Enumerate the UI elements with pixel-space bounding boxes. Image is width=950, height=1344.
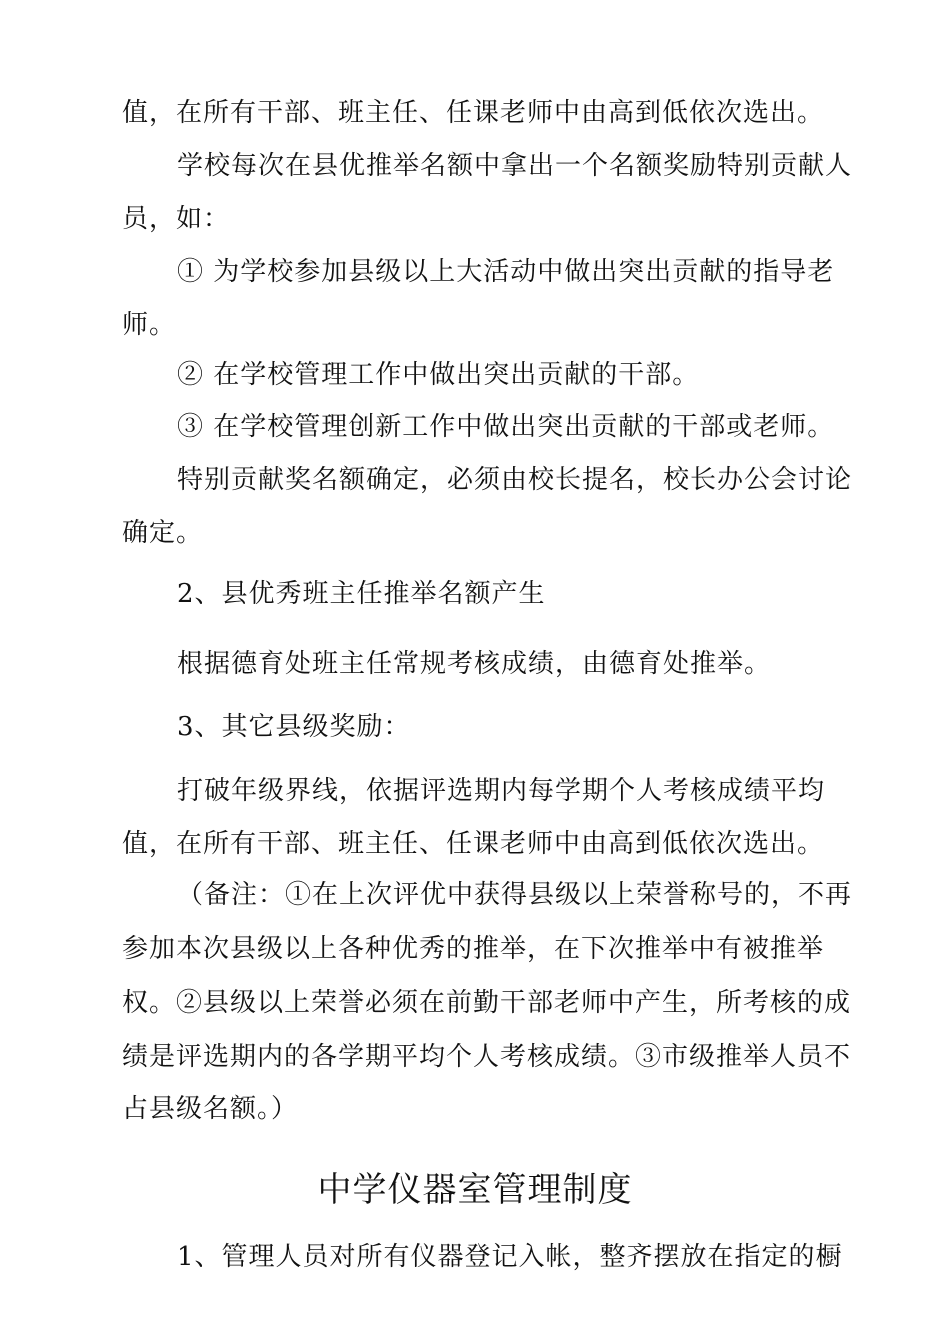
paragraph-line: ① 为学校参加县级以上大活动中做出突出贡献的指导老 (177, 257, 835, 287)
paragraph-line: 打破年级界线，依据评选期内每学期个人考核成绩平均 (177, 776, 826, 806)
paragraph-line: 学校每次在县优推举名额中拿出一个名额奖励特别贡献人 (177, 151, 853, 181)
paragraph-line: ② 在学校管理工作中做出突出贡献的干部。 (177, 360, 700, 390)
paragraph-line: ③ 在学校管理创新工作中做出突出贡献的干部或老师。 (177, 412, 835, 442)
note-line: 权。②县级以上荣誉必须在前勤干部老师中产生，所考核的成 (122, 988, 852, 1018)
document-title: 中学仪器室管理制度 (317, 1170, 633, 1210)
paragraph-line: 根据德育处班主任常规考核成绩，由德育处推举。 (177, 649, 772, 679)
note-line: 绩是评选期内的各学期平均个人考核成绩。③市级推举人员不 (122, 1042, 852, 1072)
paragraph-line: 1、管理人员对所有仪器登记入帐，整齐摆放在指定的橱 (177, 1242, 843, 1272)
section-heading: 3、其它县级奖励： (177, 712, 411, 742)
paragraph-line: 员，如： (122, 204, 231, 234)
paragraph-line: 确定。 (122, 518, 204, 548)
section-heading: 2、县优秀班主任推举名额产生 (177, 579, 546, 609)
note-line: 参加本次县级以上各种优秀的推举，在下次推举中有被推举 (122, 934, 825, 964)
note-line: 占县级名额。） (122, 1094, 299, 1124)
paragraph-line: 值，在所有干部、班主任、任课老师中由高到低依次选出。 (122, 829, 825, 859)
paragraph-line: 特别贡献奖名额确定，必须由校长提名，校长办公会讨论 (177, 465, 853, 495)
paragraph-line: 值，在所有干部、班主任、任课老师中由高到低依次选出。 (122, 98, 825, 128)
paragraph-line: 师。 (122, 310, 177, 340)
note-line: （备注：①在上次评优中获得县级以上荣誉称号的，不再 (177, 880, 853, 910)
